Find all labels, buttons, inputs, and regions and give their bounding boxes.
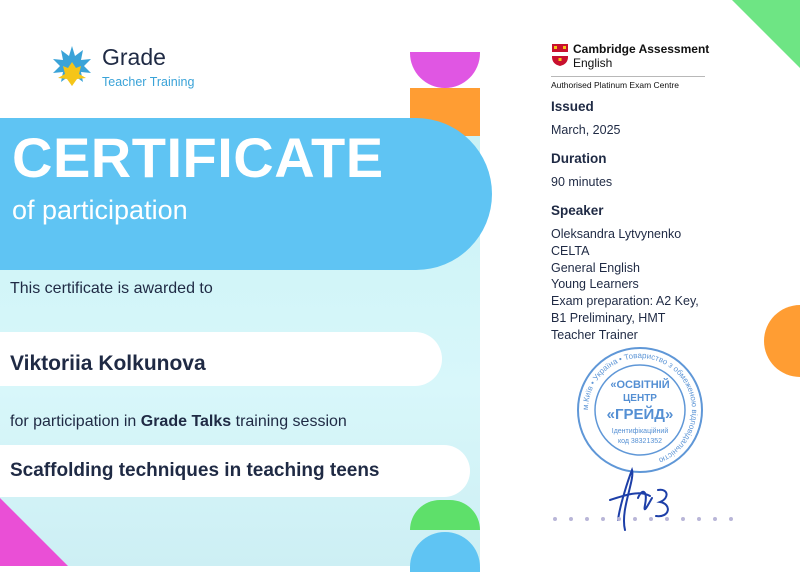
cambridge-language: English <box>573 56 613 70</box>
cambridge-crest-icon <box>551 43 569 67</box>
certificate-title: CERTIFICATE <box>12 126 384 189</box>
speaker-line: Young Learners <box>551 277 639 292</box>
cambridge-divider <box>551 76 705 77</box>
cambridge-logo <box>551 42 710 92</box>
speaker-line: B1 Preliminary, HMT <box>551 310 666 325</box>
grade-logo <box>50 44 260 90</box>
logo-subtitle: Teacher Training <box>102 75 195 89</box>
speaker-line: Oleksandra Lytvynenko <box>551 227 682 241</box>
stamp-line: ЦЕНТР <box>623 393 657 404</box>
sunburst-icon <box>50 44 94 88</box>
cambridge-name: Cambridge Assessment <box>573 42 710 56</box>
orange-half-circle <box>764 305 800 377</box>
awarded-text: This certificate is awarded to <box>10 280 213 297</box>
signature <box>590 460 690 540</box>
certificate-subtitle: of participation <box>12 195 188 225</box>
cambridge-authorisation: Authorised Platinum Exam Centre <box>551 80 680 90</box>
official-stamp <box>570 345 710 475</box>
event-name: Grade Talks <box>140 413 232 430</box>
dot-divider <box>552 514 752 524</box>
participation-suffix: training session <box>235 413 347 430</box>
duration-value: 90 minutes <box>551 175 613 189</box>
participation-prefix: for participation in <box>10 413 137 430</box>
stamp-ring-text: м.Київ • Україна • Товариство з обмеженою відповідальністю <box>580 350 700 466</box>
stamp-line: «ГРЕЙД» <box>606 406 674 423</box>
speaker-line: Teacher Trainer <box>551 327 638 342</box>
speaker-line: Exam preparation: A2 Key, <box>551 294 699 309</box>
recipient-name: Viktoriia Kolkunova <box>10 352 206 375</box>
participation-text <box>10 413 347 431</box>
stamp-line: Ідентифікаційний <box>611 428 669 435</box>
session-title: Scaffolding techniques in teaching teens <box>10 460 380 481</box>
issued-label: Issued <box>551 99 594 114</box>
speaker-line: General English <box>551 260 640 275</box>
logo-name: Grade <box>102 44 166 70</box>
stamp-line: «ОСВІТНІЙ <box>610 379 670 391</box>
green-corner-triangle <box>732 0 800 68</box>
stamp-line: код 38321352 <box>617 438 663 445</box>
duration-label: Duration <box>551 151 607 166</box>
speaker-label: Speaker <box>551 203 604 218</box>
speaker-details <box>551 226 699 344</box>
pink-corner-triangle <box>0 498 68 566</box>
speaker-line: CELTA <box>551 243 590 258</box>
issued-value: March, 2025 <box>551 123 621 137</box>
